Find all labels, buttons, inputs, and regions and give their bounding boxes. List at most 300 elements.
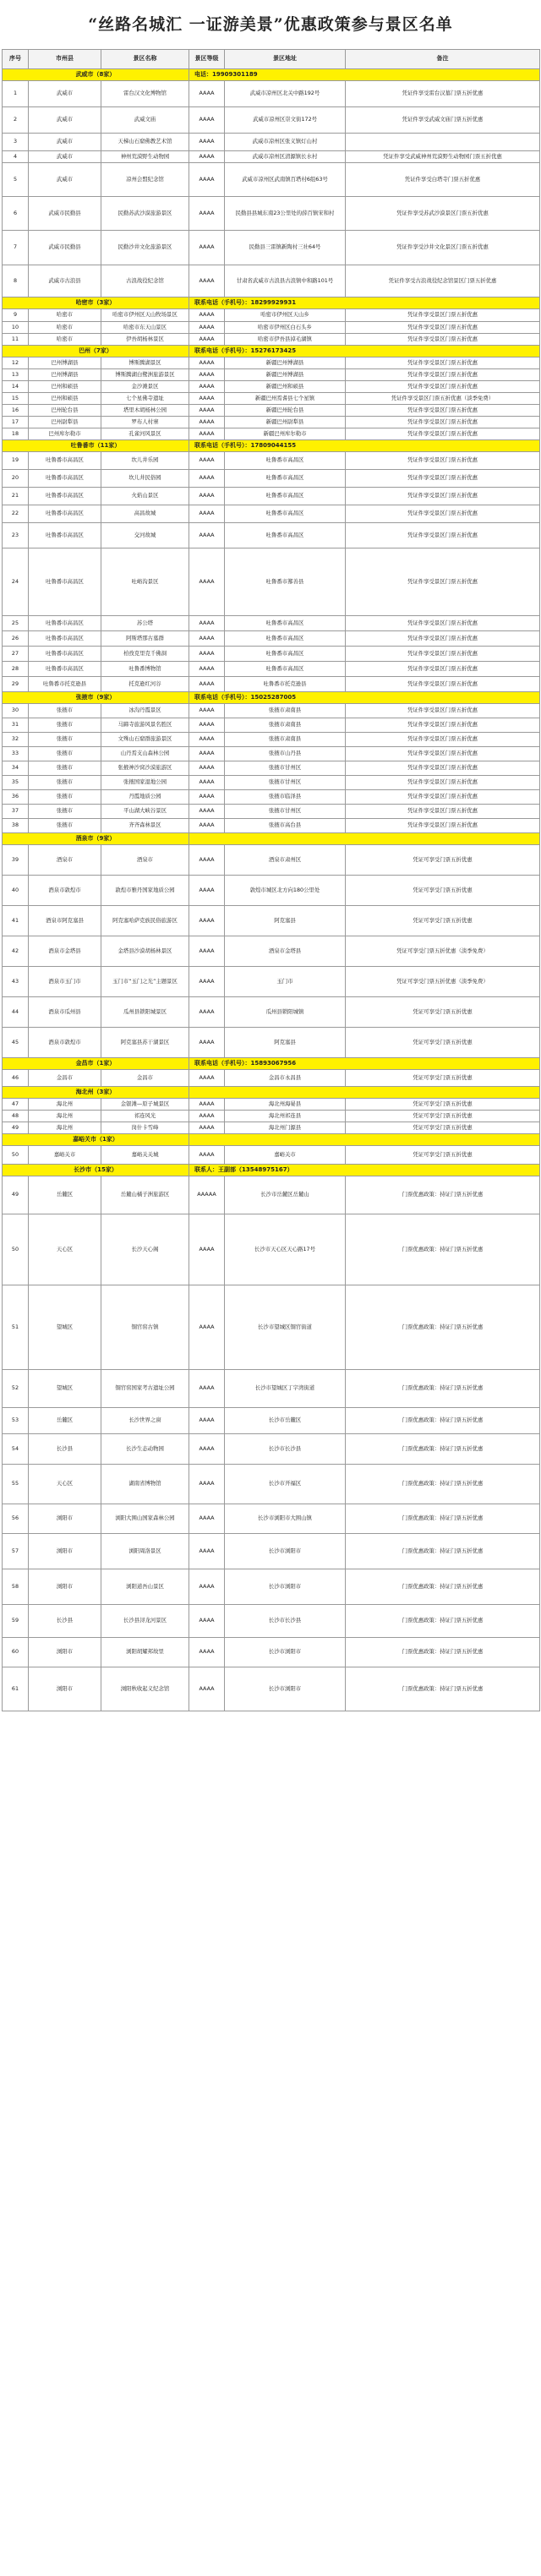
row-index: 38 [3,819,29,833]
section-contact: 联系电话（手机号）：17809044155 [189,440,540,452]
row-level: AAAA [189,718,225,733]
row-address: 张掖市肃南县 [225,718,346,733]
row-note: 凭证可享受门票五折优惠 [346,1070,540,1087]
section-header-row [3,1087,540,1099]
row-note: 凭证件享受景区门票五折优惠 [346,309,540,322]
row-city: 酒泉市玉门市 [29,967,101,997]
row-address: 瓜州县锁阳城镇 [225,997,346,1028]
section-header-row [3,833,540,845]
section-title: 海北州（3家） [3,1087,189,1099]
row-scenic-name: 长沙天心阁 [101,1214,189,1285]
row-scenic-name: 长沙世界之窗 [101,1408,189,1434]
row-address: 吐鲁番市鄯善县 [225,548,346,616]
row-scenic-name: 神州荒漠野生动物园 [101,151,189,163]
row-scenic-name: 文殊山石窟群旅游景区 [101,733,189,747]
row-scenic-name: 塔里木胡杨林公园 [101,405,189,417]
row-level: AAAA [189,134,225,151]
row-address: 吐鲁番市托克逊县 [225,677,346,692]
row-scenic-name: 浏阳周洛景区 [101,1534,189,1569]
row-level: AAAA [189,405,225,417]
row-level: AAAA [189,1070,225,1087]
row-city: 吐鲁番市高昌区 [29,488,101,505]
row-city: 吐鲁番市高昌区 [29,452,101,470]
row-note: 门票优惠政策：持证门票五折优惠 [346,1408,540,1434]
table-row [3,393,540,405]
row-level: AAAA [189,662,225,677]
row-address: 张掖市高台县 [225,819,346,833]
row-level: AAAA [189,428,225,440]
section-title: 金昌市（1家） [3,1058,189,1070]
row-level: AAAA [189,548,225,616]
row-address: 新疆巴州库尔勒市 [225,428,346,440]
row-scenic-name: 罗布人村寨 [101,417,189,428]
row-address: 长沙市浏阳市 [225,1667,346,1711]
row-address: 吐鲁番市高昌区 [225,523,346,548]
row-scenic-name: 武威文庙 [101,107,189,134]
row-address: 金昌市永昌县 [225,1070,346,1087]
row-city: 金昌市 [29,1070,101,1087]
row-note: 门票优惠政策：持证门票五折优惠 [346,1434,540,1465]
row-note: 凭证件享受景区门票五折优惠 [346,452,540,470]
table-row [3,523,540,548]
row-level: AAAA [189,805,225,819]
row-scenic-name: 吐鲁番博物馆 [101,662,189,677]
table-body [3,69,540,1711]
table-row [3,733,540,747]
table-row [3,1285,540,1370]
row-scenic-name: 火焰山景区 [101,488,189,505]
row-note: 凭证可享受门票五折优惠 [346,1099,540,1111]
row-note: 门票优惠政策：持证门票五折优惠 [346,1667,540,1711]
row-scenic-name: 浏阳大围山国家森林公园 [101,1504,189,1534]
row-note: 凭证件享受景区门票五折优惠 [346,790,540,805]
section-contact: 联系电话（手机号）：15276173425 [189,346,540,357]
row-address: 敦煌市城区北方向180公里处 [225,876,346,906]
row-address: 阿克塞县 [225,1028,346,1058]
row-note: 凭证件享受景区门票五折优惠 [346,334,540,346]
row-city: 武威市古浪县 [29,265,101,297]
section-title: 巴州（7家） [3,346,189,357]
row-address: 吐鲁番市高昌区 [225,488,346,505]
row-city: 张掖市 [29,776,101,790]
row-scenic-name: 铜官窑国家考古遗址公园 [101,1370,189,1408]
row-note: 凭证件享受景区门票五折优惠 [346,677,540,692]
table-row [3,776,540,790]
row-address: 张掖市临泽县 [225,790,346,805]
row-index: 17 [3,417,29,428]
row-index: 35 [3,776,29,790]
table-row [3,805,540,819]
row-address: 吐鲁番市高昌区 [225,470,346,488]
row-address: 吐鲁番市高昌区 [225,452,346,470]
section-header-row [3,1165,540,1176]
row-index: 49 [3,1176,29,1214]
row-note: 门票优惠政策：持证门票五折优惠 [346,1370,540,1408]
row-address: 哈密市伊州区白石头乡 [225,322,346,334]
row-city: 哈密市 [29,309,101,322]
row-note: 凭证可享受门票五折优惠 [346,997,540,1028]
row-scenic-name: 阿斯塔那古墓群 [101,631,189,647]
row-level: AAAA [189,523,225,548]
table-row [3,1465,540,1504]
row-note: 凭证件享受景区门票五折优惠 [346,470,540,488]
row-level: AAAA [189,631,225,647]
section-contact [189,1087,540,1099]
section-contact [189,1134,540,1146]
table-row [3,616,540,631]
table-row [3,1605,540,1638]
table-row [3,1028,540,1058]
row-city: 海北州 [29,1122,101,1134]
row-address: 张掖市甘州区 [225,761,346,776]
table-row [3,265,540,297]
row-index: 4 [3,151,29,163]
row-note: 凭证件享受景区门票五折优惠 [346,819,540,833]
row-scenic-name: 伊吾胡杨林景区 [101,334,189,346]
row-index: 7 [3,231,29,265]
col-header-city: 市州县 [29,50,101,69]
row-note: 凭证件享受苏武沙漠景区门票五折优惠 [346,197,540,231]
row-city: 酒泉市敦煌市 [29,1028,101,1058]
row-scenic-name: 苏公塔 [101,616,189,631]
row-index: 48 [3,1111,29,1122]
row-address: 甘肃省武威市古浪县古浪镇中和路101号 [225,265,346,297]
row-index: 51 [3,1285,29,1370]
row-city: 岳麓区 [29,1408,101,1434]
row-index: 10 [3,322,29,334]
row-level: AAAA [189,1111,225,1122]
table-row [3,1434,540,1465]
row-level: AAAA [189,845,225,876]
row-address: 武威市凉州区北关中路192号 [225,81,346,107]
row-note: 凭证件享受景区门票五折优惠 [346,523,540,548]
row-index: 21 [3,488,29,505]
table-row [3,967,540,997]
row-level: AAAA [189,369,225,381]
page-title: “丝路名城汇 一证游美景”优惠政策参与景区名单 [88,15,453,34]
row-index: 39 [3,845,29,876]
row-city: 武威市民勤县 [29,197,101,231]
row-level: AAAA [189,81,225,107]
row-scenic-name: 酒泉市 [101,845,189,876]
row-note: 门票优惠政策：持证门票五折优惠 [346,1465,540,1504]
table-row [3,845,540,876]
table-row [3,876,540,906]
table-row [3,677,540,692]
row-address: 武威市凉州区张义镇灯山村 [225,134,346,151]
row-scenic-name: 丹霞地质公园 [101,790,189,805]
row-note: 凭证可享受门票五折优惠（淡季免费） [346,936,540,967]
row-address: 民勤县三雷镇新陶村三社64号 [225,231,346,265]
row-scenic-name: 浏阳胡耀邦故里 [101,1638,189,1667]
row-note: 凭证可享受门票五折优惠 [346,876,540,906]
row-address: 长沙市长沙县 [225,1434,346,1465]
row-city: 张掖市 [29,761,101,776]
row-address: 酒泉市金塔县 [225,936,346,967]
table-row [3,997,540,1028]
table-row [3,548,540,616]
row-scenic-name: 哈密市伊州区天山牧场景区 [101,309,189,322]
section-header-row [3,346,540,357]
table-row [3,231,540,265]
row-city: 吐鲁番市高昌区 [29,662,101,677]
row-city: 张掖市 [29,733,101,747]
row-note: 凭证可享受门票五折优惠 [346,1122,540,1134]
row-city: 酒泉市敦煌市 [29,876,101,906]
row-scenic-name: 山丹焉支山森林公园 [101,747,189,761]
row-level: AAAA [189,334,225,346]
row-index: 27 [3,647,29,662]
row-note: 凭证可享受门票五折优惠 [346,906,540,936]
row-city: 张掖市 [29,790,101,805]
section-title: 武威市（8家） [3,69,189,81]
row-level: AAAA [189,393,225,405]
row-note: 门票优惠政策：持证门票五折优惠 [346,1214,540,1285]
row-index: 16 [3,405,29,417]
row-scenic-name: 金银滩—原子城景区 [101,1099,189,1111]
section-header-row [3,692,540,704]
row-note: 凭证件享受武威神州荒漠野生动物园门票五折优惠 [346,151,540,163]
row-scenic-name: 雷台汉文化博物馆 [101,81,189,107]
row-city: 天心区 [29,1465,101,1504]
row-note: 凭证件享受景区门票五折优惠 [346,747,540,761]
row-address: 新疆巴州博湖县 [225,357,346,369]
row-index: 55 [3,1465,29,1504]
row-city: 浏阳市 [29,1534,101,1569]
row-address: 吐鲁番市高昌区 [225,616,346,631]
row-scenic-name: 嘉峪关关城 [101,1146,189,1165]
row-city: 长沙县 [29,1434,101,1465]
row-level: AAAA [189,107,225,134]
section-title: 哈密市（3家） [3,297,189,309]
row-city: 吐鲁番市托克逊县 [29,677,101,692]
row-level: AAAA [189,1569,225,1605]
row-city: 浏阳市 [29,1667,101,1711]
row-city: 酒泉市阿克塞县 [29,906,101,936]
row-scenic-name: 齐齐森林景区 [101,819,189,833]
col-header-level: 景区等级 [189,50,225,69]
section-header-row [3,69,540,81]
table-row [3,906,540,936]
row-note: 凭证件享受景区门票五折优惠 [346,761,540,776]
row-note: 门票优惠政策：持证门票五折优惠 [346,1504,540,1534]
row-index: 57 [3,1534,29,1569]
row-note: 凭证件享受景区门票五折优惠 [346,322,540,334]
row-note: 凭证件享受景区门票五折优惠 [346,357,540,369]
row-scenic-name: 吐峪沟景区 [101,548,189,616]
row-level: AAAA [189,505,225,523]
row-index: 15 [3,393,29,405]
row-level: AAAA [189,1285,225,1370]
row-address: 长沙市浏阳市 [225,1569,346,1605]
row-index: 59 [3,1605,29,1638]
row-city: 浏阳市 [29,1638,101,1667]
row-scenic-name: 七个星佛寺遗址 [101,393,189,405]
row-city: 武威市 [29,81,101,107]
table-row [3,1569,540,1605]
row-address: 吐鲁番市高昌区 [225,631,346,647]
row-note: 门票优惠政策：持证门票五折优惠 [346,1534,540,1569]
row-address: 张掖市肃南县 [225,733,346,747]
row-level: AAAA [189,1028,225,1058]
row-city: 吐鲁番市高昌区 [29,548,101,616]
row-city: 吐鲁番市高昌区 [29,505,101,523]
row-scenic-name: 阿克塞县苏干湖景区 [101,1028,189,1058]
row-address: 长沙市开福区 [225,1465,346,1504]
row-address: 哈密市伊州区天山乡 [225,309,346,322]
section-title: 吐鲁番市（11家） [3,440,189,452]
table-row [3,1504,540,1534]
row-level: AAAA [189,704,225,718]
row-level: AAAA [189,616,225,631]
row-address: 吐鲁番市高昌区 [225,505,346,523]
row-note: 凭证件享受景区门票五折优惠 [346,647,540,662]
table-row [3,505,540,523]
row-level: AAAA [189,1214,225,1285]
table-row [3,662,540,677]
row-address: 新疆巴州博湖县 [225,369,346,381]
row-scenic-name: 岳麓山橘子洲旅游区 [101,1176,189,1214]
row-city: 吐鲁番市高昌区 [29,523,101,548]
row-city: 吐鲁番市高昌区 [29,470,101,488]
section-contact: 联系电话（手机号）：15893067956 [189,1058,540,1070]
section-header-row [3,1134,540,1146]
row-address: 民勤县县城东南23公里处的薛百镇宋和村 [225,197,346,231]
row-level: AAAA [189,322,225,334]
table-row [3,718,540,733]
row-scenic-name: 柏孜克里克千佛洞 [101,647,189,662]
col-header-note: 备注 [346,50,540,69]
row-level: AAAA [189,1408,225,1434]
row-level: AAAA [189,936,225,967]
row-address: 吐鲁番市高昌区 [225,647,346,662]
row-address: 武威市凉州区清源镇长水村 [225,151,346,163]
row-city: 海北州 [29,1099,101,1111]
row-scenic-name: 坎儿井乐园 [101,452,189,470]
row-index: 11 [3,334,29,346]
row-level: AAAA [189,733,225,747]
row-level: AAAA [189,231,225,265]
row-city: 天心区 [29,1214,101,1285]
row-level: AAAA [189,1099,225,1111]
row-level: AAAA [189,151,225,163]
row-note: 凭证件享受雷台汉墓门票五折优惠 [346,81,540,107]
table-row [3,470,540,488]
row-note: 凭证件享受景区门票五折优惠 [346,616,540,631]
table-row [3,1638,540,1667]
row-address: 长沙市望城区铜官街道 [225,1285,346,1370]
row-level: AAAA [189,1122,225,1134]
table-row [3,1667,540,1711]
table-row [3,334,540,346]
row-note: 凭证件享受景区门票五折优惠 [346,369,540,381]
row-scenic-name: 张掖神沙窝沙漠旅游区 [101,761,189,776]
row-level: AAAA [189,1638,225,1667]
row-address: 长沙市浏阳市 [225,1638,346,1667]
row-note: 凭证件享受景区门票五折优惠 [346,548,540,616]
row-index: 13 [3,369,29,381]
section-contact: 联系电话（手机号）：18299929931 [189,297,540,309]
row-note: 门票优惠政策：持证门票五折优惠 [346,1605,540,1638]
row-city: 海北州 [29,1111,101,1122]
row-address: 张掖市山丹县 [225,747,346,761]
row-index: 37 [3,805,29,819]
row-address: 新疆巴州和硕县 [225,381,346,393]
section-contact [189,833,540,845]
row-address: 哈密市伊吾县淖毛湖镇 [225,334,346,346]
row-address: 海北州门源县 [225,1122,346,1134]
row-level: AAAA [189,906,225,936]
row-note: 凭证件享受景区门票五折优惠 [346,381,540,393]
row-note: 凭证件享受古浪战役纪念馆景区门票五折优惠 [346,265,540,297]
row-city: 巴州博湖县 [29,357,101,369]
row-index: 1 [3,81,29,107]
row-note: 凭证件享受景区门票五折优惠 [346,417,540,428]
row-city: 嘉峪关市 [29,1146,101,1165]
table-row [3,134,540,151]
row-index: 9 [3,309,29,322]
row-level: AAAA [189,790,225,805]
table-row [3,631,540,647]
row-note: 门票优惠政策：持证门票五折优惠 [346,1176,540,1214]
section-contact: 联系人：王副部（13548975167） [189,1165,540,1176]
section-header-row [3,297,540,309]
section-title: 嘉峪关市（1家） [3,1134,189,1146]
row-index: 41 [3,906,29,936]
table-row [3,107,540,134]
row-address: 嘉峪关市 [225,1146,346,1165]
col-header-index: 序号 [3,50,29,69]
row-address: 长沙市岳麓区 [225,1408,346,1434]
row-address: 张掖市肃南县 [225,704,346,718]
row-index: 50 [3,1214,29,1285]
row-index: 46 [3,1070,29,1087]
table-row [3,819,540,833]
scenic-spot-table [2,49,540,1711]
row-city: 张掖市 [29,819,101,833]
row-city: 武威市 [29,163,101,197]
table-row [3,1099,540,1111]
row-level: AAAA [189,309,225,322]
table-row [3,1370,540,1408]
row-scenic-name: 瓜州县锁阳城景区 [101,997,189,1028]
section-contact: 电话：19909301189 [189,69,540,81]
row-city: 武威市 [29,134,101,151]
row-level: AAAA [189,357,225,369]
row-index: 61 [3,1667,29,1711]
row-index: 26 [3,631,29,647]
row-address: 长沙市天心区天心路17号 [225,1214,346,1285]
table-row [3,1111,540,1122]
row-note: 门票优惠政策：持证门票五折优惠 [346,1285,540,1370]
row-address: 长沙市岳麓区岳麓山 [225,1176,346,1214]
row-note: 凭证件享受沙井文化景区门票五折优惠 [346,231,540,265]
table-row [3,704,540,718]
row-level: AAAA [189,381,225,393]
row-level: AAAA [189,488,225,505]
row-city: 张掖市 [29,704,101,718]
row-level: AAAA [189,1434,225,1465]
row-city: 酒泉市金塔县 [29,936,101,967]
table-row [3,1408,540,1434]
row-scenic-name: 玉门市“玉门之光”主题景区 [101,967,189,997]
row-scenic-name: 天梯山石窟佛教艺术馆 [101,134,189,151]
row-note: 凭证件享受景区门票五折优惠 [346,704,540,718]
row-note: 凭证可享受门票五折优惠 [346,1028,540,1058]
row-address: 长沙市望城区丁字湾街道 [225,1370,346,1408]
row-note: 凭证可享受门票五折优惠 [346,1146,540,1165]
row-scenic-name: 长沙县浔龙河景区 [101,1605,189,1638]
